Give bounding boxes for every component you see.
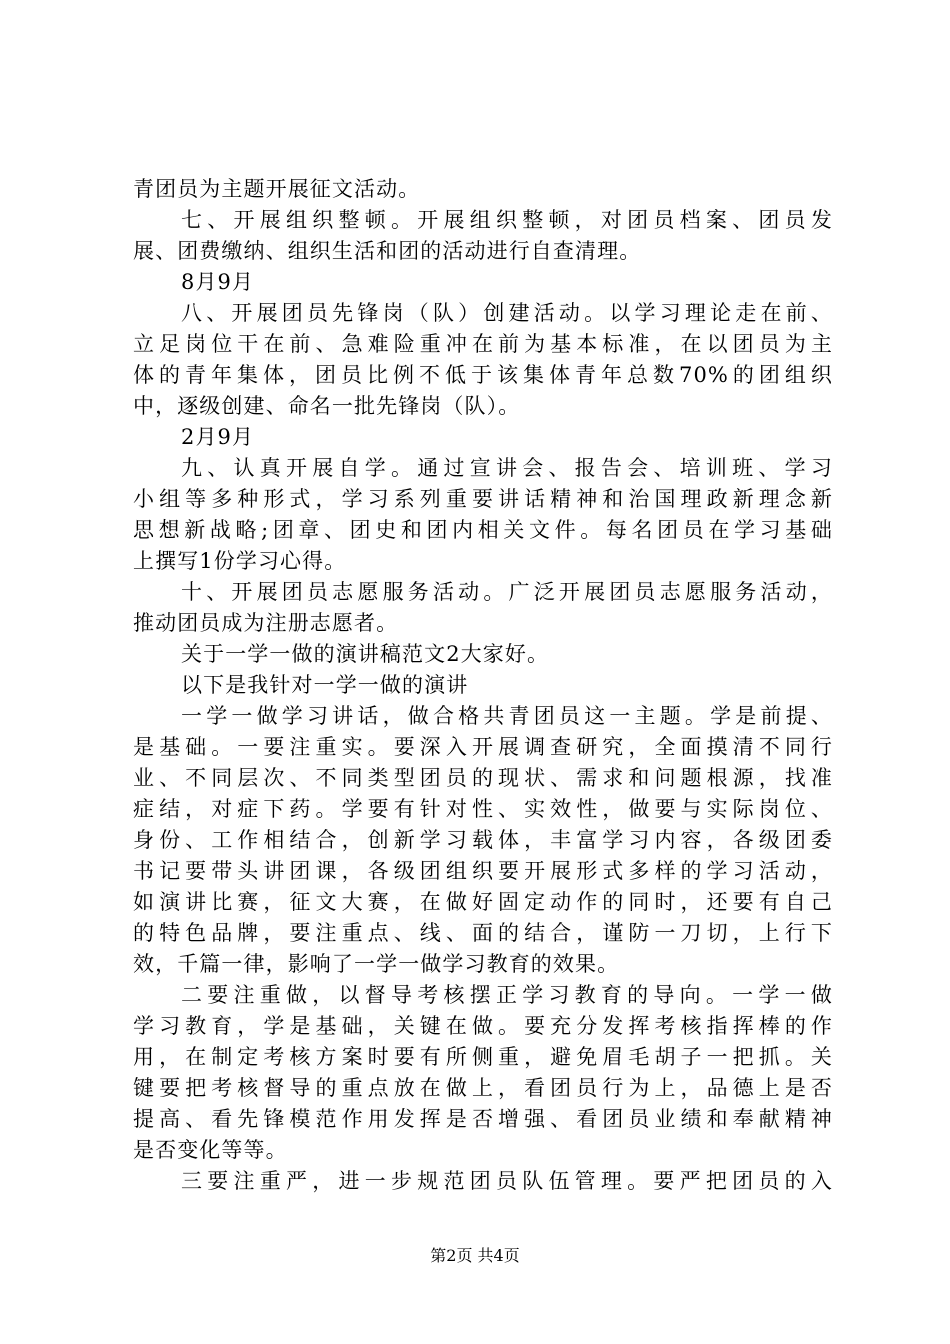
text-line: 以下是我针对一学一做的演讲 xyxy=(181,673,469,697)
text-line: 二要注重做，以督导考核摆正学习教育的导向。一学一做 xyxy=(181,983,833,1007)
text-line: 推动团员成为注册志愿者。 xyxy=(133,611,399,635)
text-line: 键要把考核督导的重点放在做上，看团员行为上，品德上是否 xyxy=(133,1076,833,1100)
page-footer: 第2页 共4页 xyxy=(430,1246,520,1265)
text-line: 效，千篇一律，影响了一学一做学习教育的效果。 xyxy=(133,952,620,976)
text-line: 用，在制定考核方案时要有所侧重，避免眉毛胡子一把抓。关 xyxy=(133,1045,833,1069)
text-line: 中，逐级创建、命名一批先锋岗（队）。 xyxy=(133,394,521,418)
text-line: 三要注重严，进一步规范团员队伍管理。要严把团员的入 xyxy=(181,1169,833,1193)
text-line: 2月9月 xyxy=(181,425,255,449)
text-line: 提高、看先锋模范作用发挥是否增强、看团员业绩和奉献精神 xyxy=(133,1107,833,1131)
text-line: 身份、工作相结合，创新学习载体，丰富学习内容，各级团委 xyxy=(133,828,833,852)
text-line: 青团员为主题开展征文活动。 xyxy=(133,177,421,201)
text-line: 书记要带头讲团课，各级团组织要开展形式多样的学习活动， xyxy=(133,859,833,883)
text-line: 8月9月 xyxy=(181,270,255,294)
text-line: 关于一学一做的演讲稿范文2大家好。 xyxy=(181,642,550,666)
text-line: 体的青年集体，团员比例不低于该集体青年总数70%的团组织 xyxy=(133,363,833,387)
text-line: 学习教育，学是基础，关键在做。要充分发挥考核指挥棒的作 xyxy=(133,1014,833,1038)
text-line: 小组等多种形式，学习系列重要讲话精神和治国理政新理念新 xyxy=(133,487,833,511)
text-line: 症结，对症下药。学要有针对性、实效性，做要与实际岗位、 xyxy=(133,797,833,821)
text-line: 是否变化等等。 xyxy=(133,1138,288,1162)
text-line: 的特色品牌，要注重点、线、面的结合，谨防一刀切，上行下 xyxy=(133,921,833,945)
text-line: 是基础。一要注重实。要深入开展调查研究，全面摸清不同行 xyxy=(133,735,833,759)
text-line: 展、团费缴纳、组织生活和团的活动进行自查清理。 xyxy=(133,239,642,263)
text-line: 一学一做学习讲话，做合格共青团员这一主题。学是前提、 xyxy=(181,704,833,728)
text-line: 十、开展团员志愿服务活动。广泛开展团员志愿服务活动， xyxy=(181,580,833,604)
text-line: 如演讲比赛，征文大赛，在做好固定动作的同时，还要有自己 xyxy=(133,890,833,914)
text-line: 九、认真开展自学。通过宣讲会、报告会、培训班、学习 xyxy=(181,456,833,480)
text-line: 立足岗位干在前、急难险重冲在前为基本标准，在以团员为主 xyxy=(133,332,833,356)
document-body xyxy=(133,174,833,1197)
text-line: 业、不同层次、不同类型团员的现状、需求和问题根源，找准 xyxy=(133,766,833,790)
text-line: 八、开展团员先锋岗（队）创建活动。以学习理论走在前、 xyxy=(181,301,833,325)
text-line: 思想新战略;团章、团史和团内相关文件。每名团员在学习基础 xyxy=(133,518,833,542)
text-line: 上撰写1份学习心得。 xyxy=(133,549,347,573)
text-line: 七、开展组织整顿。开展组织整顿，对团员档案、团员发 xyxy=(181,208,833,232)
